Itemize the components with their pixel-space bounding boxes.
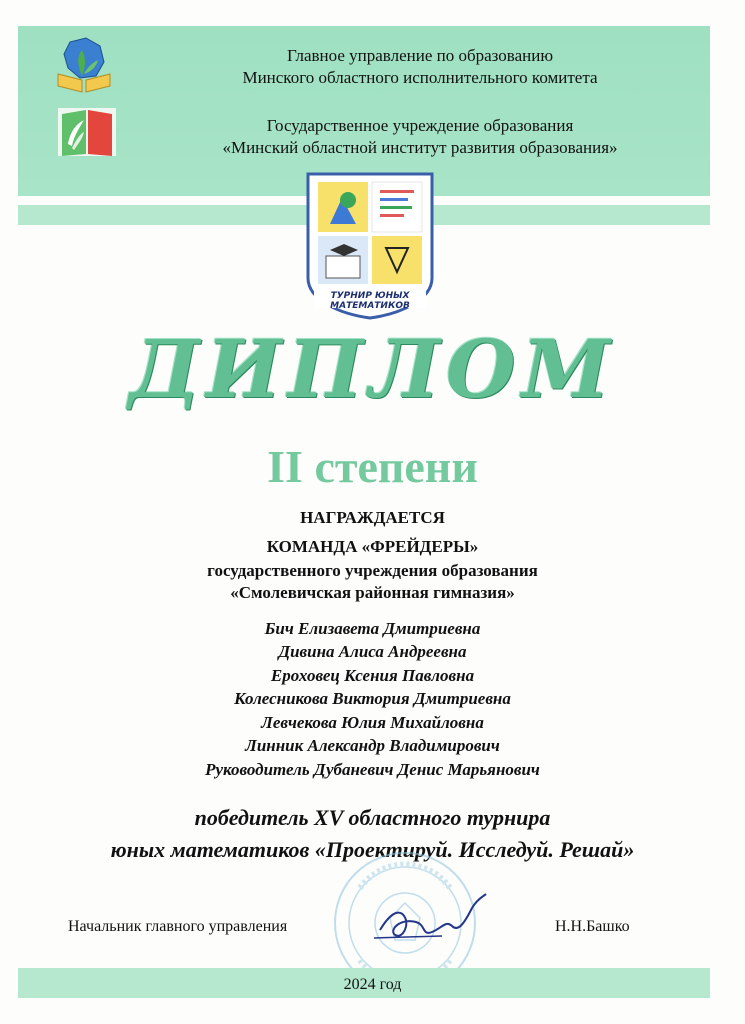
emblem-caption-line1: ТУРНИР ЮНЫХ: [330, 291, 410, 301]
org2-line1: Государственное учреждение образования: [266, 116, 574, 135]
signatory-name: Н.Н.Башко: [555, 918, 630, 935]
team-name: КОМАНДА «ФРЕЙДЕРЫ»: [266, 537, 479, 556]
team-leader: Руководитель Дубаневич Денис Марьянович: [205, 760, 540, 779]
member-name: Колесникова Виктория Дмитриевна: [234, 689, 511, 709]
member-name: Левчекова Юлия Михайловна: [261, 712, 484, 732]
signatory-title: Начальник главного управления: [68, 918, 288, 935]
winner-line2: юных математиков «Проектируй. Исследуй. Решай»: [110, 837, 635, 862]
member-name: Бич Елизавета Дмитриевна: [264, 619, 481, 638]
member-name: Ероховец Ксения Павловна: [270, 665, 475, 685]
org2-line2: «Минский областной институт развития образования»: [222, 138, 618, 157]
emblem-caption-line2: МАТЕМАТИКОВ: [330, 301, 410, 311]
diploma-degree: II степени: [267, 441, 478, 492]
winner-line1: победитель XV областного турнира: [194, 805, 551, 830]
awarded-label: НАГРАЖДАЕТСЯ: [300, 508, 445, 527]
education-department-logo: [52, 36, 116, 94]
members-list: [0, 617, 745, 757]
diploma-title: ДИПЛОМ: [128, 322, 617, 416]
institution-line1: государственного учреждения образования: [207, 561, 538, 580]
org1-line2: Минского областного исполнительного комитета: [242, 68, 598, 87]
org1-line1: Главное управление по образованию: [286, 46, 554, 65]
institute-logo: [56, 104, 118, 160]
member-name: Дивина Алиса Андреевна: [278, 642, 467, 662]
issue-year: 2024 год: [343, 976, 402, 993]
member-name: Линник Александр Владимирович: [245, 736, 500, 756]
handwritten-signature: [372, 890, 492, 950]
institution-line2: «Смолевичская районная гимназия»: [230, 583, 515, 602]
emblem-caption: [300, 291, 440, 311]
